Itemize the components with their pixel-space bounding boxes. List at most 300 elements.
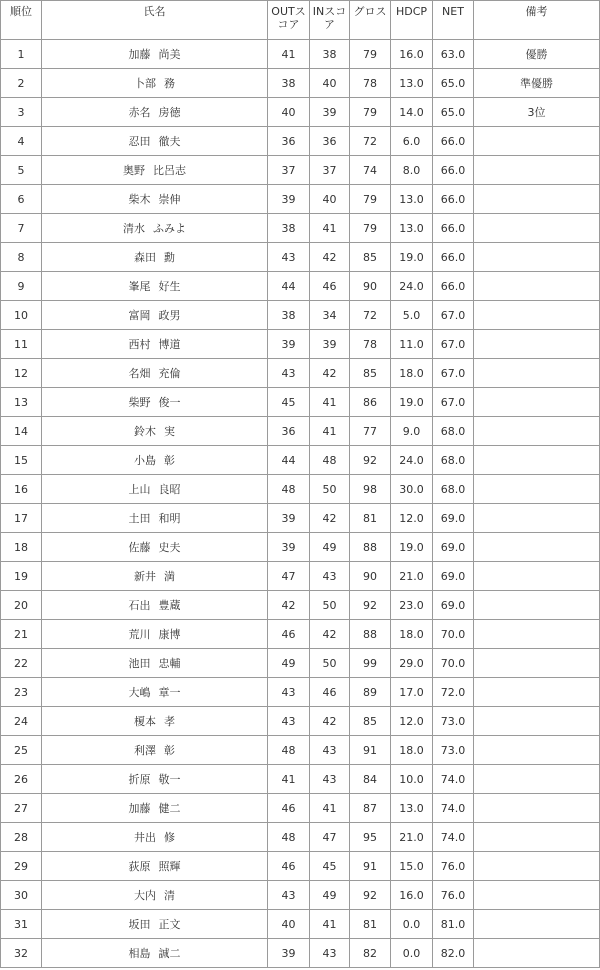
out-score-cell: 48: [268, 823, 310, 852]
family-name: 池田: [128, 657, 151, 670]
table-row: [1, 40, 600, 69]
header-row: [1, 1, 600, 40]
name-cell: [42, 823, 268, 852]
hdcp-cell: 13.0: [391, 214, 433, 243]
table-row: [1, 301, 600, 330]
net-cell: 82.0: [433, 939, 474, 968]
table-row: [1, 156, 600, 185]
net-cell: 76.0: [433, 881, 474, 910]
given-name: 実: [164, 425, 175, 438]
in-score-cell: 37: [310, 156, 350, 185]
name-cell: [42, 243, 268, 272]
name-cell: [42, 591, 268, 620]
table-row: [1, 69, 600, 98]
hdcp-cell: 9.0: [391, 417, 433, 446]
out-score-cell: 47: [268, 562, 310, 591]
out-score-cell: 44: [268, 446, 310, 475]
in-score-cell: 41: [310, 417, 350, 446]
given-name: 満: [164, 570, 175, 583]
note-cell: [474, 417, 600, 446]
family-name: 西村: [128, 338, 151, 351]
in-score-cell: 41: [310, 910, 350, 939]
gross-cell: 78: [350, 69, 391, 98]
given-name: 健二: [158, 802, 181, 815]
hdcp-cell: 15.0: [391, 852, 433, 881]
header-hdcp: HDCP: [391, 1, 433, 40]
hdcp-cell: 12.0: [391, 707, 433, 736]
gross-cell: 88: [350, 620, 391, 649]
out-score-cell: 48: [268, 736, 310, 765]
note-cell: [474, 939, 600, 968]
out-score-cell: 46: [268, 852, 310, 881]
given-name: 好生: [158, 280, 181, 293]
header-net: NET: [433, 1, 474, 40]
out-score-cell: 44: [268, 272, 310, 301]
rank-cell: 11: [1, 330, 42, 359]
given-name: 政男: [158, 309, 181, 322]
given-name: 豊蔵: [158, 599, 181, 612]
hdcp-cell: 24.0: [391, 446, 433, 475]
family-name: 柴木: [128, 193, 151, 206]
hdcp-cell: 16.0: [391, 40, 433, 69]
hdcp-cell: 19.0: [391, 388, 433, 417]
hdcp-cell: 11.0: [391, 330, 433, 359]
out-score-cell: 39: [268, 533, 310, 562]
note-cell: [474, 330, 600, 359]
name-cell: [42, 214, 268, 243]
net-cell: 67.0: [433, 301, 474, 330]
rank-cell: 7: [1, 214, 42, 243]
table-row: [1, 214, 600, 243]
given-name: 尚美: [158, 48, 181, 61]
name-cell: [42, 562, 268, 591]
table-row: [1, 678, 600, 707]
family-name: 忍田: [128, 135, 151, 148]
family-name: 鈴木: [134, 425, 156, 438]
given-name: 崇伸: [158, 193, 181, 206]
table-row: [1, 533, 600, 562]
hdcp-cell: 19.0: [391, 243, 433, 272]
out-score-cell: 40: [268, 98, 310, 127]
gross-cell: 78: [350, 330, 391, 359]
out-score-cell: 39: [268, 939, 310, 968]
name-cell: [42, 475, 268, 504]
in-score-cell: 41: [310, 214, 350, 243]
family-name: 大嶋: [128, 686, 151, 699]
gross-cell: 87: [350, 794, 391, 823]
gross-cell: 77: [350, 417, 391, 446]
rank-cell: 12: [1, 359, 42, 388]
in-score-cell: 41: [310, 794, 350, 823]
given-name: 孝: [164, 715, 175, 728]
net-cell: 68.0: [433, 417, 474, 446]
rank-cell: 16: [1, 475, 42, 504]
net-cell: 74.0: [433, 823, 474, 852]
given-name: 史夫: [158, 541, 181, 554]
out-score-cell: 36: [268, 417, 310, 446]
net-cell: 67.0: [433, 330, 474, 359]
name-cell: [42, 533, 268, 562]
hdcp-cell: 0.0: [391, 910, 433, 939]
in-score-cell: 50: [310, 649, 350, 678]
rank-cell: 3: [1, 98, 42, 127]
out-score-cell: 38: [268, 214, 310, 243]
out-score-cell: 43: [268, 678, 310, 707]
family-name: 佐藤: [128, 541, 151, 554]
in-score-cell: 42: [310, 707, 350, 736]
net-cell: 66.0: [433, 243, 474, 272]
table-row: [1, 881, 600, 910]
note-cell: [474, 591, 600, 620]
net-cell: 69.0: [433, 562, 474, 591]
table-row: [1, 736, 600, 765]
name-cell: [42, 620, 268, 649]
header-out-score: OUTスコア: [268, 1, 310, 40]
name-cell: [42, 736, 268, 765]
in-score-cell: 49: [310, 533, 350, 562]
out-score-cell: 43: [268, 359, 310, 388]
table-row: [1, 910, 600, 939]
in-score-cell: 43: [310, 765, 350, 794]
gross-cell: 85: [350, 359, 391, 388]
table-row: [1, 446, 600, 475]
out-score-cell: 49: [268, 649, 310, 678]
note-cell: [474, 243, 600, 272]
table-row: [1, 359, 600, 388]
net-cell: 72.0: [433, 678, 474, 707]
in-score-cell: 34: [310, 301, 350, 330]
table-row: [1, 939, 600, 968]
rank-cell: 31: [1, 910, 42, 939]
net-cell: 65.0: [433, 69, 474, 98]
note-cell: [474, 678, 600, 707]
family-name: 荻原: [128, 860, 151, 873]
hdcp-cell: 13.0: [391, 794, 433, 823]
out-score-cell: 37: [268, 156, 310, 185]
in-score-cell: 43: [310, 939, 350, 968]
note-cell: 準優勝: [474, 69, 600, 98]
table-row: [1, 765, 600, 794]
name-cell: [42, 359, 268, 388]
family-name: 卜部: [134, 77, 156, 90]
in-score-cell: 42: [310, 359, 350, 388]
name-cell: [42, 881, 268, 910]
in-score-cell: 45: [310, 852, 350, 881]
out-score-cell: 39: [268, 330, 310, 359]
family-name: 加藤: [128, 802, 151, 815]
net-cell: 76.0: [433, 852, 474, 881]
table-row: [1, 591, 600, 620]
in-score-cell: 41: [310, 388, 350, 417]
hdcp-cell: 19.0: [391, 533, 433, 562]
gross-cell: 79: [350, 98, 391, 127]
family-name: 坂田: [128, 918, 151, 931]
name-cell: [42, 446, 268, 475]
table-row: [1, 620, 600, 649]
in-score-cell: 50: [310, 591, 350, 620]
in-score-cell: 39: [310, 330, 350, 359]
out-score-cell: 43: [268, 881, 310, 910]
gross-cell: 81: [350, 910, 391, 939]
given-name: 清: [164, 889, 175, 902]
net-cell: 69.0: [433, 533, 474, 562]
net-cell: 69.0: [433, 504, 474, 533]
note-cell: [474, 446, 600, 475]
name-cell: [42, 127, 268, 156]
rank-cell: 24: [1, 707, 42, 736]
note-cell: [474, 127, 600, 156]
name-cell: [42, 504, 268, 533]
header-name: 氏名: [42, 1, 268, 40]
given-name: 章一: [158, 686, 181, 699]
family-name: 荒川: [128, 628, 151, 641]
note-cell: [474, 620, 600, 649]
out-score-cell: 39: [268, 185, 310, 214]
name-cell: [42, 330, 268, 359]
note-cell: [474, 881, 600, 910]
out-score-cell: 45: [268, 388, 310, 417]
name-cell: [42, 98, 268, 127]
rank-cell: 30: [1, 881, 42, 910]
in-score-cell: 42: [310, 620, 350, 649]
out-score-cell: 43: [268, 243, 310, 272]
table-row: [1, 388, 600, 417]
out-score-cell: 48: [268, 475, 310, 504]
family-name: 新井: [134, 570, 156, 583]
table-row: [1, 852, 600, 881]
family-name: 森田: [134, 251, 156, 264]
rank-cell: 26: [1, 765, 42, 794]
given-name: 俊一: [158, 396, 181, 409]
table-row: [1, 794, 600, 823]
net-cell: 67.0: [433, 388, 474, 417]
name-cell: [42, 156, 268, 185]
rank-cell: 25: [1, 736, 42, 765]
given-name: 徹夫: [158, 135, 181, 148]
net-cell: 66.0: [433, 272, 474, 301]
in-score-cell: 48: [310, 446, 350, 475]
rank-cell: 15: [1, 446, 42, 475]
name-cell: [42, 40, 268, 69]
hdcp-cell: 18.0: [391, 359, 433, 388]
rank-cell: 32: [1, 939, 42, 968]
rank-cell: 22: [1, 649, 42, 678]
note-cell: 優勝: [474, 40, 600, 69]
gross-cell: 81: [350, 504, 391, 533]
hdcp-cell: 0.0: [391, 939, 433, 968]
net-cell: 74.0: [433, 765, 474, 794]
rank-cell: 5: [1, 156, 42, 185]
hdcp-cell: 23.0: [391, 591, 433, 620]
note-cell: [474, 765, 600, 794]
rank-cell: 21: [1, 620, 42, 649]
note-cell: [474, 301, 600, 330]
note-cell: [474, 504, 600, 533]
note-cell: [474, 533, 600, 562]
family-name: 小島: [134, 454, 156, 467]
family-name: 石出: [128, 599, 151, 612]
given-name: 誠二: [158, 947, 181, 960]
net-cell: 66.0: [433, 214, 474, 243]
name-cell: [42, 678, 268, 707]
gross-cell: 85: [350, 707, 391, 736]
hdcp-cell: 30.0: [391, 475, 433, 504]
note-cell: [474, 388, 600, 417]
gross-cell: 72: [350, 301, 391, 330]
given-name: 彰: [164, 454, 175, 467]
given-name: 博道: [158, 338, 181, 351]
gross-cell: 89: [350, 678, 391, 707]
out-score-cell: 41: [268, 765, 310, 794]
note-cell: [474, 185, 600, 214]
out-score-cell: 38: [268, 69, 310, 98]
name-cell: [42, 794, 268, 823]
gross-cell: 90: [350, 272, 391, 301]
net-cell: 70.0: [433, 649, 474, 678]
given-name: 正文: [158, 918, 181, 931]
name-cell: [42, 185, 268, 214]
net-cell: 66.0: [433, 127, 474, 156]
net-cell: 70.0: [433, 620, 474, 649]
table-row: [1, 649, 600, 678]
family-name: 上山: [128, 483, 151, 496]
hdcp-cell: 10.0: [391, 765, 433, 794]
rank-cell: 28: [1, 823, 42, 852]
rank-cell: 4: [1, 127, 42, 156]
hdcp-cell: 18.0: [391, 736, 433, 765]
table-row: [1, 330, 600, 359]
in-score-cell: 49: [310, 881, 350, 910]
family-name: 土田: [128, 512, 151, 525]
note-cell: [474, 156, 600, 185]
family-name: 富岡: [128, 309, 151, 322]
gross-cell: 85: [350, 243, 391, 272]
note-cell: [474, 794, 600, 823]
out-score-cell: 36: [268, 127, 310, 156]
name-cell: [42, 417, 268, 446]
gross-cell: 95: [350, 823, 391, 852]
in-score-cell: 42: [310, 504, 350, 533]
hdcp-cell: 24.0: [391, 272, 433, 301]
name-cell: [42, 272, 268, 301]
gross-cell: 99: [350, 649, 391, 678]
note-cell: [474, 475, 600, 504]
given-name: 和明: [158, 512, 181, 525]
net-cell: 67.0: [433, 359, 474, 388]
note-cell: [474, 359, 600, 388]
name-cell: [42, 301, 268, 330]
gross-cell: 92: [350, 591, 391, 620]
name-cell: [42, 910, 268, 939]
table-row: [1, 504, 600, 533]
note-cell: [474, 562, 600, 591]
family-name: 折原: [128, 773, 151, 786]
results-body: [1, 40, 600, 968]
hdcp-cell: 6.0: [391, 127, 433, 156]
note-cell: [474, 736, 600, 765]
rank-cell: 27: [1, 794, 42, 823]
table-row: [1, 272, 600, 301]
family-name: 利澤: [134, 744, 156, 757]
note-cell: 3位: [474, 98, 600, 127]
net-cell: 81.0: [433, 910, 474, 939]
hdcp-cell: 29.0: [391, 649, 433, 678]
in-score-cell: 42: [310, 243, 350, 272]
hdcp-cell: 13.0: [391, 69, 433, 98]
family-name: 井出: [134, 831, 156, 844]
rank-cell: 19: [1, 562, 42, 591]
net-cell: 73.0: [433, 707, 474, 736]
family-name: 清水: [123, 222, 145, 235]
table-row: [1, 562, 600, 591]
gross-cell: 72: [350, 127, 391, 156]
rank-cell: 17: [1, 504, 42, 533]
family-name: 相島: [128, 947, 151, 960]
given-name: 康博: [158, 628, 181, 641]
note-cell: [474, 707, 600, 736]
header-note: 備考: [474, 1, 600, 40]
table-row: [1, 185, 600, 214]
header-rank: 順位: [1, 1, 42, 40]
rank-cell: 14: [1, 417, 42, 446]
out-score-cell: 38: [268, 301, 310, 330]
rank-cell: 6: [1, 185, 42, 214]
gross-cell: 74: [350, 156, 391, 185]
net-cell: 73.0: [433, 736, 474, 765]
gross-cell: 88: [350, 533, 391, 562]
header-gross: グロス: [350, 1, 391, 40]
out-score-cell: 43: [268, 707, 310, 736]
gross-cell: 82: [350, 939, 391, 968]
family-name: 峯尾: [128, 280, 151, 293]
gross-cell: 92: [350, 446, 391, 475]
name-cell: [42, 388, 268, 417]
note-cell: [474, 272, 600, 301]
hdcp-cell: 14.0: [391, 98, 433, 127]
note-cell: [474, 649, 600, 678]
net-cell: 68.0: [433, 475, 474, 504]
name-cell: [42, 649, 268, 678]
family-name: 加藤: [128, 48, 151, 61]
rank-cell: 18: [1, 533, 42, 562]
hdcp-cell: 18.0: [391, 620, 433, 649]
given-name: 比呂志: [153, 164, 186, 177]
in-score-cell: 40: [310, 69, 350, 98]
family-name: 大内: [134, 889, 156, 902]
family-name: 奥野: [123, 164, 145, 177]
rank-cell: 29: [1, 852, 42, 881]
gross-cell: 84: [350, 765, 391, 794]
in-score-cell: 40: [310, 185, 350, 214]
gross-cell: 79: [350, 40, 391, 69]
given-name: ふみよ: [153, 222, 186, 235]
gross-cell: 91: [350, 852, 391, 881]
table-row: [1, 127, 600, 156]
name-cell: [42, 939, 268, 968]
hdcp-cell: 17.0: [391, 678, 433, 707]
rank-cell: 9: [1, 272, 42, 301]
gross-cell: 98: [350, 475, 391, 504]
family-name: 榎本: [134, 715, 156, 728]
table-row: [1, 243, 600, 272]
note-cell: [474, 214, 600, 243]
hdcp-cell: 8.0: [391, 156, 433, 185]
gross-cell: 91: [350, 736, 391, 765]
table-row: [1, 823, 600, 852]
out-score-cell: 46: [268, 620, 310, 649]
given-name: 務: [164, 77, 175, 90]
name-cell: [42, 765, 268, 794]
